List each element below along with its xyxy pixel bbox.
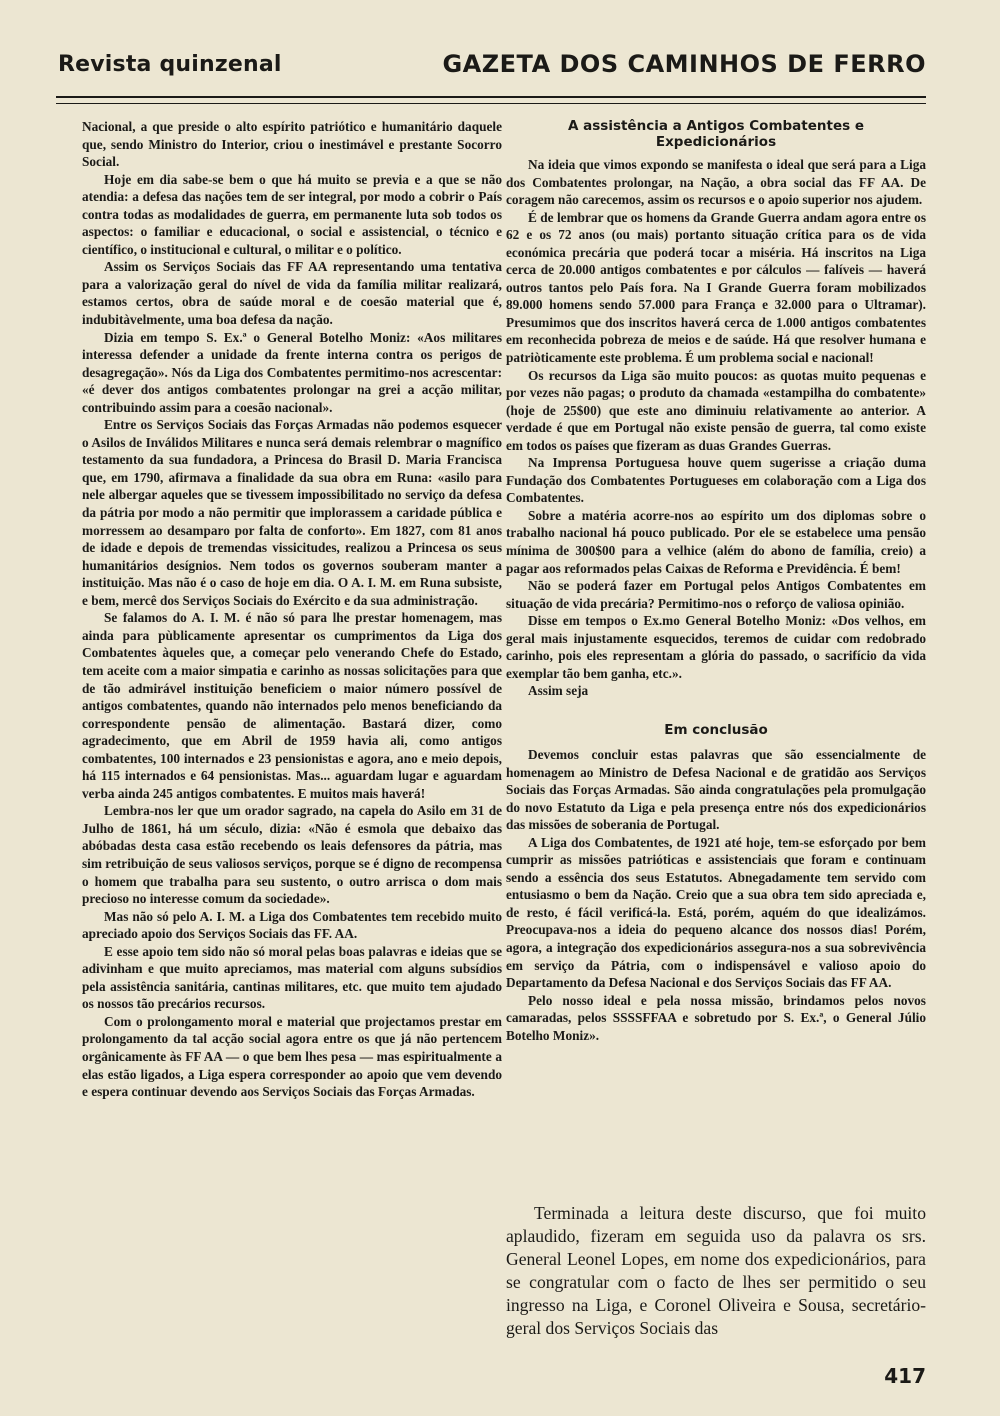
paragraph: Pelo nosso ideal e pela nossa missão, brindamos pelos novos camaradas, pelos SSSSFFAA e sobretudo por S. Ex.ª, o General Júlio Botelho Moniz». xyxy=(506,992,926,1043)
section-heading: A assistência a Antigos Combatentes e Expedicionários xyxy=(567,118,865,150)
paragraph: Terminada a leitura deste discurso, que foi muito aplaudido, fizeram em seguida uso da palavra os srs. General Leonel Lopes, em nome dos expedicionários, para se congratular com o facto de lhes ser permitido o seu ingresso na Liga, e Coronel Oliveira e Sousa, secretário-geral dos Serviços Sociais das xyxy=(506,1203,926,1338)
header-rule-thin xyxy=(56,103,926,104)
paragraph: Na Imprensa Portuguesa houve quem sugerisse a criação duma Fundação dos Combatentes Portugueses em colaboração com a Liga dos Combatentes. xyxy=(506,455,926,506)
closing-paragraph xyxy=(506,1202,926,1339)
paragraph: A Liga dos Combatentes, de 1921 até hoje, tem-se esforçado por bem cumprir as missões patrióticas e assistenciais que foram e continuam sendo a essência dos seus Estatutos. Abnegadamente tem servido com entusiasmo o bem da Nação. Creio que a sua obra tem sido apreciada e, de resto, é fácil verificá-la. Está, porém, aquém do que idealizámos. Preocupava-nos a ideia do pequeno alcance dos nossos dias! Porém, agora, a integração dos expedicionários assegura-nos a sua sobrevivência em serviço da Pátria, com o indispensável e valioso apoio do Departamento da Defesa Nacional e dos Serviços Sociais das FF AA. xyxy=(506,834,926,991)
paragraph: Sobre a matéria acorre-nos ao espírito um dos diplomas sobre o trabalho nacional há pouco publicado. Por ele se estabelece uma pensão mínima de 300$00 para a velhice (além do abono de família, creio) a pagar aos reformados pelas Caixas de Reforma e Previdência. É bem! xyxy=(506,507,926,576)
paragraph: Não se poderá fazer em Portugal pelos Antigos Combatentes em situação de vida precária? Permitimo-nos o reforço de valiosa opinião. xyxy=(506,578,926,611)
paragraph: Mas não só pelo A. I. M. a Liga dos Combatentes tem recebido muito apreciado apoio dos Serviços Sociais das FF. AA. xyxy=(82,908,502,942)
paragraph: Assim seja xyxy=(528,683,589,699)
paragraph: Entre os Serviços Sociais das Forças Armadas não podemos esquecer o Asilos de Inválidos Militares e nunca será demais relembrar o magnífico testamento da sua fundadora, a Princesa do Brasil D. Maria Francisca que, em 1790, afirmava a finalidade da sua obra em Runa: «asilo para nele albergar aqueles que se tivessem impossibilitado no serviço da defesa da pátria por modo a não permitir que implorassem a caridade pública e morressem ao desamparo por falta de conforto». Em 1827, com 81 anos de idade e depois de tremendas vissicitudes, realizou a Princesa os seus humanitários desígnios. Nem todos os governos souberam manter a instituição. Mas não é o caso de hoje em dia. O A. I. M. em Runa subsiste, e bem, mercê dos Serviços Sociais do Exército e da sua administração. xyxy=(82,417,502,608)
paragraph: Dizia em tempo S. Ex.ª o General Botelho Moniz: «Aos militares interessa defender a unidade da frente interna contra os perigos de desagregação». Nós da Liga dos Combatentes permitimo-nos acrescentar: «é dever dos antigos combatentes prolongar na grei a acção militar, contribuindo assim para a coesão nacional». xyxy=(82,329,502,415)
paragraph: É de lembrar que os homens da Grande Guerra andam agora entre os 62 e os 72 anos (ou mais) portanto situação crítica para os de vida económica precária que poderá tocar a miséria. Há inscritos na Liga cerca de 20.000 antigos combatentes e por cálculos — falíveis — haverá outros tantos pelo País fora. Na I Grande Guerra foram mobilizados 89.000 homens sendo 57.000 para França e 32.000 para o Ultramar). Presumimos que dos inscritos haverá cerca de 1.000 antigos combatentes em reconhecida pobreza de meios e de saúde. Há que resolver humana e patriòticamente este problema. É um problema social e nacional! xyxy=(506,209,926,366)
paragraph: Com o prolongamento moral e material que projectamos prestar em prolongamento da tal acção social agora entre os que já não pertencem orgânicamente às FF AA — o que bem lhes pesa — mas espiritualmente a elas estão ligados, a Liga espera corresponder ao apoio que vem devendo e espera continuar devendo aos Serviços Sociais das Forças Armadas. xyxy=(82,1013,502,1100)
paragraph: Disse em tempos o Ex.mo General Botelho Moniz: «Dos velhos, em geral mais injustamente esquecidos, teremos de cuidar com redobrado carinho, pois eles representam a glória do passado, o sacrifício da vida exemplar tão bem ganha, etc.». xyxy=(506,613,926,681)
paragraph: Nacional, a que preside o alto espírito patriótico e humanitário daquele que, sendo Ministro do Interior, criou o inestimável e prestante Socorro Social. xyxy=(82,119,502,170)
paragraph: Lembra-nos ler que um orador sagrado, na capela do Asilo em 31 de Julho de 1861, há um século, dizia: «Não é esmola que debaixo das abóbadas desta casa estão recebendo os leais defensores da pátria, mas sim retribuição de seus valiosos serviços, porque se é digno de recompensa o homem que trabalha para seu sustento, o outro arrisca o dom mais precioso no interesse comum da sociedade». xyxy=(82,803,502,907)
paragraph: Hoje em dia sabe-se bem o que há muito se previa e a que se não atendia: a defesa das nações tem de ser integral, por modo a cobrir o País contra todas as modalidades de guerra, em permanente luta sob todos os aspectos: o familiar e educacional, o social e assistencial, o técnico e científico, o institucional e cultural, o militar e o político. xyxy=(82,171,502,257)
right-column xyxy=(506,118,926,1044)
paragraph: Se falamos do A. I. M. é não só para lhe prestar homenagem, mas ainda para pùblicamente apresentar os cumprimentos da Liga dos Combatentes àqueles que, a começar pelo venerando Chefe do Estado, tem aceite com a maior simpatia e carinho as nossas solicitações para que de tão admirável instituição beneficiem o maior número possível de antigos combatentes, quando não internados pelo menos beneficiando da correspondente pensão de alimentação. Bastará dizer, como agradecimento, que em Abril de 1959 havia ali, como antigos combatentes, 100 internados e 23 pensionistas e agora, ano e meio depois, há 115 internados e 64 pensionistas. Mas... aguardam lugar e aguardam verba ainda 245 antigos combatentes. E muitos mais haverá! xyxy=(82,610,502,801)
paragraph: Devemos concluir estas palavras que são essencialmente de homenagem ao Ministro de Defesa Nacional e de gratidão aos Serviços Sociais das Forças Armadas. São ainda congratulações pela promulgação do novo Estatuto da Liga e pela presença entre nós dos expedicionários das missões de soberania de Portugal. xyxy=(506,746,926,833)
paragraph: Assim os Serviços Sociais das FF AA representando uma tentativa para a valorização geral do nível de vida da família militar realizará, estamos certos, obra de saúde moral e de coesão material que é, indubitàvelmente, uma boa defesa da nação. xyxy=(82,259,502,328)
section-heading: Em conclusão xyxy=(664,721,768,738)
page-number: 417 xyxy=(884,1364,926,1388)
header-rule xyxy=(56,96,926,98)
running-header-right: GAZETA DOS CAMINHOS DE FERRO xyxy=(442,50,926,78)
running-header-left: Revista quinzenal xyxy=(58,52,282,77)
paragraph: Na ideia que vimos expondo se manifesta o ideal que será para a Liga dos Combatentes prolongar, na Nação, a obra social das FF AA. De coragem não carecemos, assim os recursos e o apoio superior nos ajudem. xyxy=(506,157,926,208)
left-column xyxy=(82,118,502,1101)
paragraph: Os recursos da Liga são muito poucos: as quotas muito pequenas e por vezes não pagas; o produto da chamada «estampilha do combatente» (hoje de 25$00) que este ano diminuiu relativamente ao anterior. A verdade é que em Portugal não existe pensão de guerra, tal como existe em todos os países que fizeram as duas Grandes Guerras. xyxy=(506,367,926,453)
paragraph: E esse apoio tem sido não só moral pelas boas palavras e ideias que se adivinham e que muito apreciamos, mas material com alguns subsídios pela assistência sanitária, cantinas militares, etc. que muito tem ajudado os nossos tão precários recursos. xyxy=(82,943,502,1012)
